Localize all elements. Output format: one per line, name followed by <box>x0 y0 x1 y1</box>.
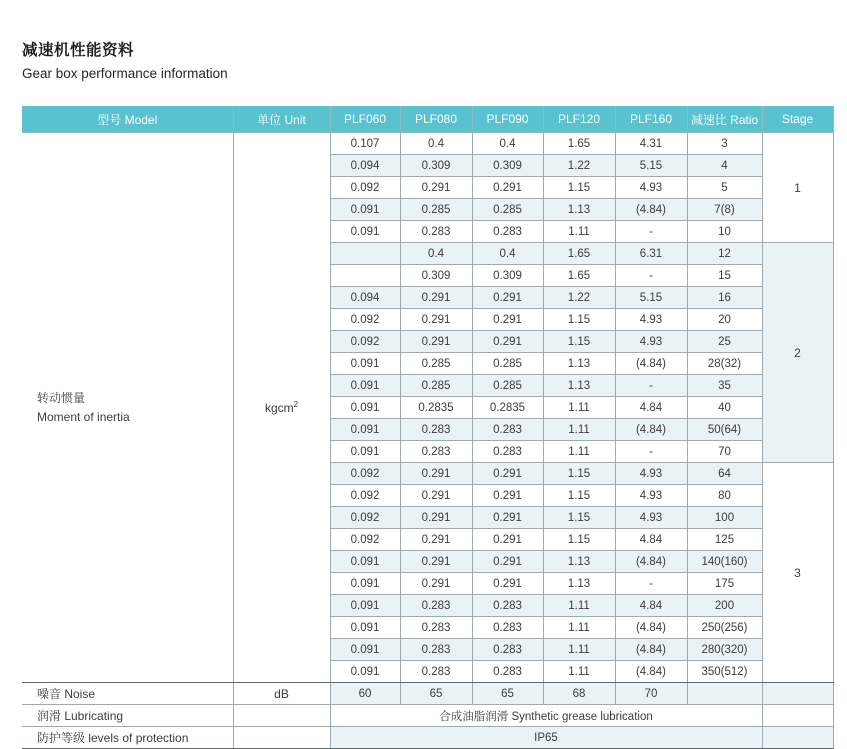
cell-plf160: - <box>615 573 687 595</box>
cell-ratio: 200 <box>687 595 762 617</box>
cell-plf120: 1.11 <box>543 595 615 617</box>
cell-plf090: 0.291 <box>472 463 543 485</box>
cell-plf060: 0.091 <box>330 353 400 375</box>
cell-plf080: 0.285 <box>400 353 472 375</box>
cell-plf060: 0.094 <box>330 287 400 309</box>
cell-plf160: 4.84 <box>615 595 687 617</box>
cell-plf120: 1.13 <box>543 353 615 375</box>
cell-ratio: 25 <box>687 331 762 353</box>
cell-plf120: 1.11 <box>543 397 615 419</box>
cell-plf160: 4.93 <box>615 177 687 199</box>
cell-plf060: 0.091 <box>330 441 400 463</box>
page-title-en: Gear box performance information <box>22 66 228 81</box>
cell-plf120: 1.22 <box>543 287 615 309</box>
moment-of-inertia-label-zh: 转动惯量 <box>37 390 86 405</box>
inertia-unit <box>233 133 330 683</box>
column-header-2: PLF060 <box>330 106 400 133</box>
cell-ratio: 3 <box>687 133 762 155</box>
cell-plf090: 0.285 <box>472 199 543 221</box>
lubricating-row <box>22 705 833 727</box>
column-header-5: PLF120 <box>543 106 615 133</box>
cell-plf090: 0.283 <box>472 661 543 683</box>
column-header-3: PLF080 <box>400 106 472 133</box>
cell-ratio: 5 <box>687 177 762 199</box>
cell-plf080: 0.309 <box>400 155 472 177</box>
cell-plf120: 1.15 <box>543 485 615 507</box>
lubricating-label: 润滑 Lubricating <box>22 705 233 727</box>
noise-ratio-empty <box>687 683 762 705</box>
cell-plf120: 1.11 <box>543 419 615 441</box>
cell-plf160: 4.93 <box>615 485 687 507</box>
cell-plf090: 0.283 <box>472 419 543 441</box>
noise-row <box>22 683 833 705</box>
cell-plf060: 0.092 <box>330 485 400 507</box>
cell-plf080: 0.283 <box>400 441 472 463</box>
cell-plf160: (4.84) <box>615 353 687 375</box>
moment-of-inertia-label <box>22 133 233 683</box>
cell-plf160: (4.84) <box>615 551 687 573</box>
cell-plf060: 0.091 <box>330 397 400 419</box>
cell-ratio: 10 <box>687 221 762 243</box>
cell-plf080: 0.2835 <box>400 397 472 419</box>
stage-cell: 3 <box>762 463 833 683</box>
cell-plf060 <box>330 265 400 287</box>
cell-ratio: 100 <box>687 507 762 529</box>
cell-ratio: 20 <box>687 309 762 331</box>
cell-plf080: 0.291 <box>400 507 472 529</box>
cell-plf120: 1.65 <box>543 133 615 155</box>
cell-plf120: 1.22 <box>543 155 615 177</box>
cell-plf080: 0.285 <box>400 199 472 221</box>
cell-plf120: 1.15 <box>543 331 615 353</box>
cell-ratio: 70 <box>687 441 762 463</box>
cell-plf120: 1.15 <box>543 529 615 551</box>
lubricating-value: 合成油脂润滑 Synthetic grease lubrication <box>330 705 762 727</box>
protection-value: IP65 <box>330 727 762 749</box>
cell-plf160: - <box>615 375 687 397</box>
cell-plf060 <box>330 243 400 265</box>
stage-cell: 1 <box>762 133 833 243</box>
cell-plf090: 0.291 <box>472 573 543 595</box>
protection-stage-empty <box>762 727 833 749</box>
page-title-zh: 减速机性能资料 <box>22 42 135 59</box>
cell-plf160: - <box>615 265 687 287</box>
noise-plf120: 68 <box>543 683 615 705</box>
cell-plf060: 0.091 <box>330 375 400 397</box>
noise-plf160: 70 <box>615 683 687 705</box>
cell-plf060: 0.107 <box>330 133 400 155</box>
inertia-row <box>22 133 833 155</box>
cell-plf060: 0.091 <box>330 419 400 441</box>
cell-plf160: - <box>615 221 687 243</box>
cell-ratio: 35 <box>687 375 762 397</box>
cell-ratio: 12 <box>687 243 762 265</box>
cell-plf120: 1.11 <box>543 617 615 639</box>
cell-plf090: 0.4 <box>472 243 543 265</box>
cell-plf090: 0.283 <box>472 639 543 661</box>
cell-plf120: 1.11 <box>543 221 615 243</box>
cell-plf090: 0.291 <box>472 177 543 199</box>
unit-text: kgcm <box>264 401 294 415</box>
noise-unit: dB <box>233 683 330 705</box>
cell-plf080: 0.285 <box>400 375 472 397</box>
cell-plf120: 1.65 <box>543 265 615 287</box>
cell-plf080: 0.291 <box>400 529 472 551</box>
moment-of-inertia-label-en: Moment of inertia <box>37 409 130 424</box>
cell-plf060: 0.091 <box>330 639 400 661</box>
cell-plf080: 0.291 <box>400 287 472 309</box>
cell-plf090: 0.291 <box>472 331 543 353</box>
noise-plf060: 60 <box>330 683 400 705</box>
cell-plf080: 0.291 <box>400 463 472 485</box>
protection-row <box>22 727 833 749</box>
protection-label: 防护等级 levels of protection <box>22 727 233 749</box>
cell-plf060: 0.091 <box>330 551 400 573</box>
cell-plf120: 1.11 <box>543 661 615 683</box>
cell-ratio: 7(8) <box>687 199 762 221</box>
cell-plf080: 0.309 <box>400 265 472 287</box>
cell-plf080: 0.291 <box>400 309 472 331</box>
cell-plf120: 1.15 <box>543 507 615 529</box>
cell-plf160: 4.93 <box>615 331 687 353</box>
cell-plf120: 1.11 <box>543 441 615 463</box>
cell-plf060: 0.092 <box>330 309 400 331</box>
cell-plf060: 0.094 <box>330 155 400 177</box>
cell-plf160: 4.93 <box>615 507 687 529</box>
cell-plf160: (4.84) <box>615 617 687 639</box>
cell-plf060: 0.091 <box>330 573 400 595</box>
cell-plf120: 1.11 <box>543 639 615 661</box>
cell-plf160: 5.15 <box>615 155 687 177</box>
cell-plf160: (4.84) <box>615 199 687 221</box>
cell-plf160: 4.93 <box>615 463 687 485</box>
cell-ratio: 280(320) <box>687 639 762 661</box>
lubricating-stage-empty <box>762 705 833 727</box>
cell-plf090: 0.4 <box>472 133 543 155</box>
cell-plf160: (4.84) <box>615 661 687 683</box>
cell-plf120: 1.13 <box>543 573 615 595</box>
table-header-row <box>22 106 833 133</box>
cell-plf060: 0.092 <box>330 331 400 353</box>
cell-plf090: 0.283 <box>472 595 543 617</box>
cell-plf080: 0.4 <box>400 133 472 155</box>
cell-plf160: - <box>615 441 687 463</box>
cell-ratio: 40 <box>687 397 762 419</box>
cell-plf080: 0.283 <box>400 639 472 661</box>
cell-plf060: 0.091 <box>330 595 400 617</box>
cell-ratio: 125 <box>687 529 762 551</box>
cell-plf090: 0.291 <box>472 551 543 573</box>
stage-cell: 2 <box>762 243 833 463</box>
cell-plf090: 0.285 <box>472 353 543 375</box>
cell-plf060: 0.092 <box>330 463 400 485</box>
cell-plf090: 0.291 <box>472 507 543 529</box>
cell-plf160: (4.84) <box>615 419 687 441</box>
cell-ratio: 4 <box>687 155 762 177</box>
cell-plf080: 0.4 <box>400 243 472 265</box>
unit-superscript: 2 <box>293 400 299 409</box>
noise-plf090: 65 <box>472 683 543 705</box>
cell-plf120: 1.13 <box>543 551 615 573</box>
cell-plf060: 0.091 <box>330 199 400 221</box>
cell-ratio: 175 <box>687 573 762 595</box>
cell-plf090: 0.291 <box>472 529 543 551</box>
cell-ratio: 16 <box>687 287 762 309</box>
column-header-8: Stage <box>762 106 833 133</box>
cell-plf090: 0.309 <box>472 155 543 177</box>
cell-ratio: 80 <box>687 485 762 507</box>
cell-plf080: 0.291 <box>400 551 472 573</box>
cell-plf060: 0.092 <box>330 177 400 199</box>
cell-plf160: 6.31 <box>615 243 687 265</box>
cell-ratio: 140(160) <box>687 551 762 573</box>
lubricating-unit-empty <box>233 705 330 727</box>
noise-plf080: 65 <box>400 683 472 705</box>
cell-plf090: 0.2835 <box>472 397 543 419</box>
noise-label: 噪音 Noise <box>22 683 233 705</box>
cell-plf090: 0.283 <box>472 441 543 463</box>
cell-plf060: 0.091 <box>330 661 400 683</box>
column-header-6: PLF160 <box>615 106 687 133</box>
cell-plf090: 0.283 <box>472 617 543 639</box>
column-header-4: PLF090 <box>472 106 543 133</box>
cell-plf080: 0.283 <box>400 661 472 683</box>
cell-ratio: 15 <box>687 265 762 287</box>
noise-stage-empty <box>762 683 833 705</box>
cell-plf060: 0.091 <box>330 221 400 243</box>
cell-plf060: 0.092 <box>330 529 400 551</box>
cell-plf080: 0.283 <box>400 221 472 243</box>
cell-ratio: 350(512) <box>687 661 762 683</box>
cell-plf080: 0.283 <box>400 595 472 617</box>
cell-plf090: 0.291 <box>472 309 543 331</box>
cell-plf120: 1.15 <box>543 177 615 199</box>
cell-plf160: 4.93 <box>615 309 687 331</box>
cell-plf080: 0.291 <box>400 177 472 199</box>
cell-plf080: 0.291 <box>400 485 472 507</box>
cell-plf090: 0.309 <box>472 265 543 287</box>
cell-plf120: 1.13 <box>543 199 615 221</box>
cell-plf160: 4.31 <box>615 133 687 155</box>
cell-plf120: 1.65 <box>543 243 615 265</box>
cell-ratio: 50(64) <box>687 419 762 441</box>
cell-plf090: 0.283 <box>472 221 543 243</box>
cell-plf120: 1.15 <box>543 309 615 331</box>
cell-plf160: 5.15 <box>615 287 687 309</box>
cell-plf060: 0.091 <box>330 617 400 639</box>
protection-unit-empty <box>233 727 330 749</box>
column-header-0: 型号 Model <box>22 106 233 133</box>
cell-plf090: 0.291 <box>472 485 543 507</box>
cell-plf160: (4.84) <box>615 639 687 661</box>
column-header-1: 单位 Unit <box>233 106 330 133</box>
cell-plf120: 1.15 <box>543 463 615 485</box>
cell-plf120: 1.13 <box>543 375 615 397</box>
cell-plf080: 0.291 <box>400 573 472 595</box>
cell-plf160: 4.84 <box>615 397 687 419</box>
cell-ratio: 250(256) <box>687 617 762 639</box>
cell-plf080: 0.291 <box>400 331 472 353</box>
cell-plf080: 0.283 <box>400 617 472 639</box>
column-header-7: 减速比 Ratio <box>687 106 762 133</box>
performance-table <box>22 106 834 749</box>
cell-plf090: 0.285 <box>472 375 543 397</box>
cell-plf060: 0.092 <box>330 507 400 529</box>
cell-plf090: 0.291 <box>472 287 543 309</box>
cell-plf160: 4.84 <box>615 529 687 551</box>
cell-plf080: 0.283 <box>400 419 472 441</box>
cell-ratio: 64 <box>687 463 762 485</box>
cell-ratio: 28(32) <box>687 353 762 375</box>
